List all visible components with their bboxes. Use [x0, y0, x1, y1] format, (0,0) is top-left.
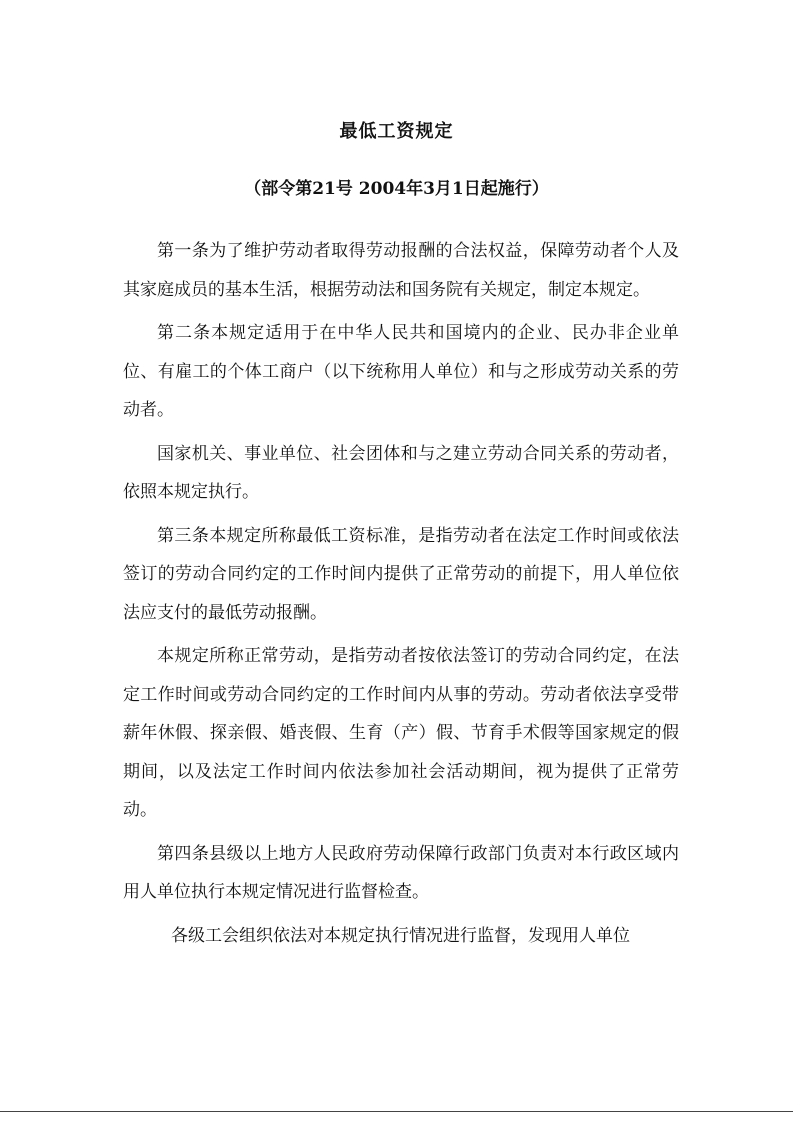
paragraph-article-2: 第二条本规定适用于在中华人民共和国境内的企业、民办非企业单位、有雇工的个体工商户（以下统称用人单位）和与之形成劳动关系的劳动者。: [123, 323, 679, 420]
paragraph-article-3-clause: 本规定所称正常劳动，是指劳动者按依法签订的劳动合同约定，在法定工作时间或劳动合同约定的工作时间内从事的劳动。劳动者依法享受带薪年休假、探亲假、婚丧假、生育（产）假、节育手术假等国家规定的假期间，以及法定工作时间内依法参加社会活动期间，视为提供了正常劳动。: [123, 646, 679, 820]
paragraph-article-4-clause: 各级工会组织依法对本规定执行情况进行监督，发现用人单位: [171, 925, 630, 946]
paragraph-article-1: 第一条为了维护劳动者取得劳动报酬的合法权益，保障劳动者个人及其家庭成员的基本生活，根据劳动法和国务院有关规定，制定本规定。: [123, 241, 679, 300]
document-subtitle: （部令第21号 2004年3月1日起施行）: [244, 179, 549, 199]
paragraph-article-4: 第四条县级以上地方人民政府劳动保障行政部门负责对本行政区域内用人单位执行本规定情况进行监督检查。: [123, 843, 679, 902]
paragraph-article-3: 第三条本规定所称最低工资标准，是指劳动者在法定工作时间或依法签订的劳动合同约定的工作时间内提供了正常劳动的前提下，用人单位依法应支付的最低劳动报酬。: [123, 525, 679, 623]
page-bottom-divider: [0, 1111, 793, 1112]
document-title: 最低工资规定: [339, 121, 454, 142]
document-body: [123, 232, 679, 960]
paragraph-article-2-clause: 国家机关、事业单位、社会团体和与之建立劳动合同关系的劳动者，依照本规定执行。: [123, 443, 679, 502]
